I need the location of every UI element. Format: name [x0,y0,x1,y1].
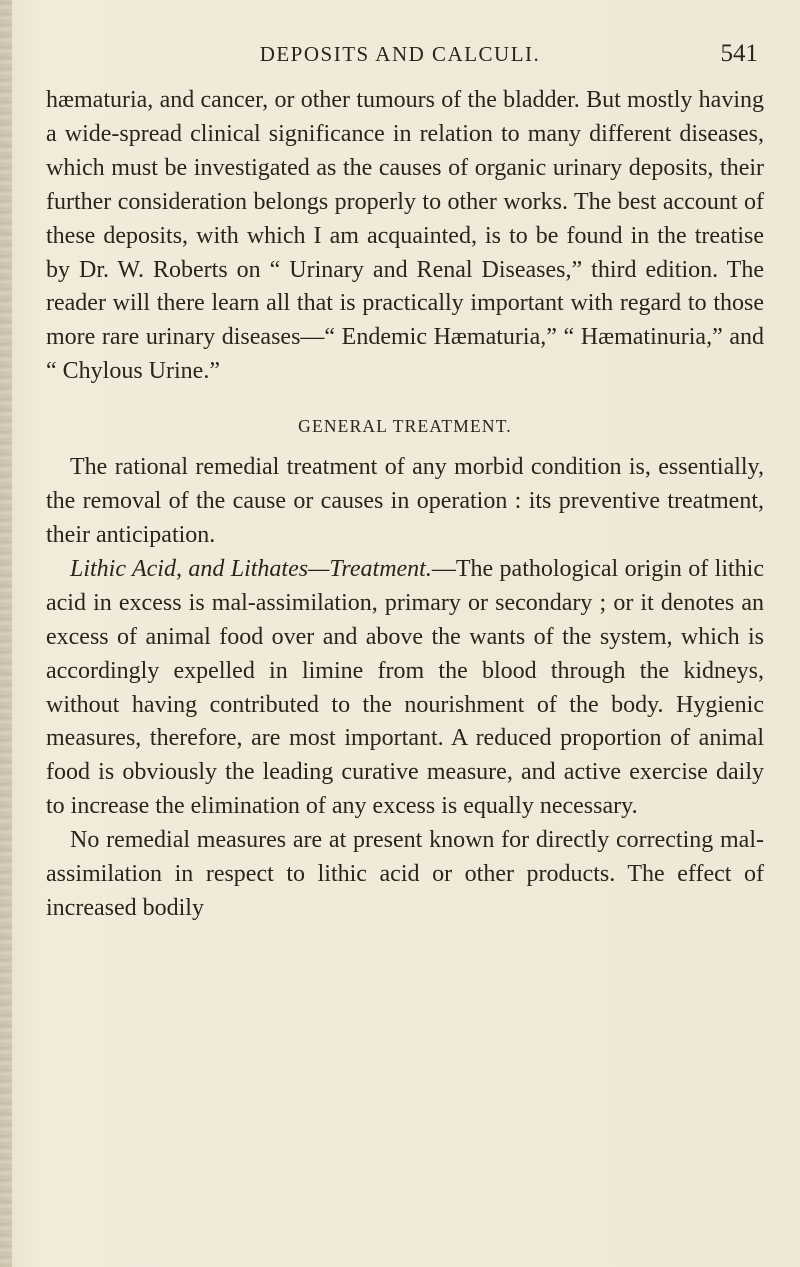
paragraph-rational-treatment: The rational remedial treatment of any morbid condition is, essentially, the removal of the cause or causes in operation : its preventive treatment, their anticipation. [46,454,764,548]
page-number: 541 [720,40,758,67]
page-header [0,38,800,72]
lithic-acid-text: —The pathological origin of lithic acid in excess is mal-assimilation, primary or secondary ; or it denotes an excess of animal food over and above the wants of the system, which is accordingly expelled in limine from the blood through the kidneys, without having contributed to the nourishment of the body. Hygienic measures, therefore, are most important. A reduced proportion of animal food is obviously the leading curative measure, and active exercise daily to increase the elimination of any excess is equally necessary. [46,555,764,820]
page-binding-edge [0,0,12,1267]
body-text [46,84,764,926]
paragraph-remedial-measures: No remedial measures are at present known for directly correcting mal-assimilation in respect to lithic acid or other products. The effect of increased bodily [46,827,764,921]
paragraph-deposits: hæmaturia, and cancer, or other tumours of the bladder. But mostly having a wide-spread clinical significance in relation to many different diseases, which must be investigated as the causes of organic urinary deposits, their further consideration belongs properly to other works. The best account of these deposits, with which I am acquainted, is to be found in the treatise by Dr. W. Roberts on “ Urinary and Renal Diseases,” third edition. The reader will there learn all that is practically important with regard to those more rare urinary diseases—“ Endemic Hæmaturia,” “ Hæmatinuria,” and “ Chylous Urine.” [46,87,764,385]
lithic-acid-subheading: Lithic Acid, and Lithates—Treatment. [70,555,432,582]
paragraph-lithic-acid [46,553,764,824]
section-heading: GENERAL TREATMENT. [298,416,512,437]
running-title: DEPOSITS AND CALCULI. [259,42,541,66]
